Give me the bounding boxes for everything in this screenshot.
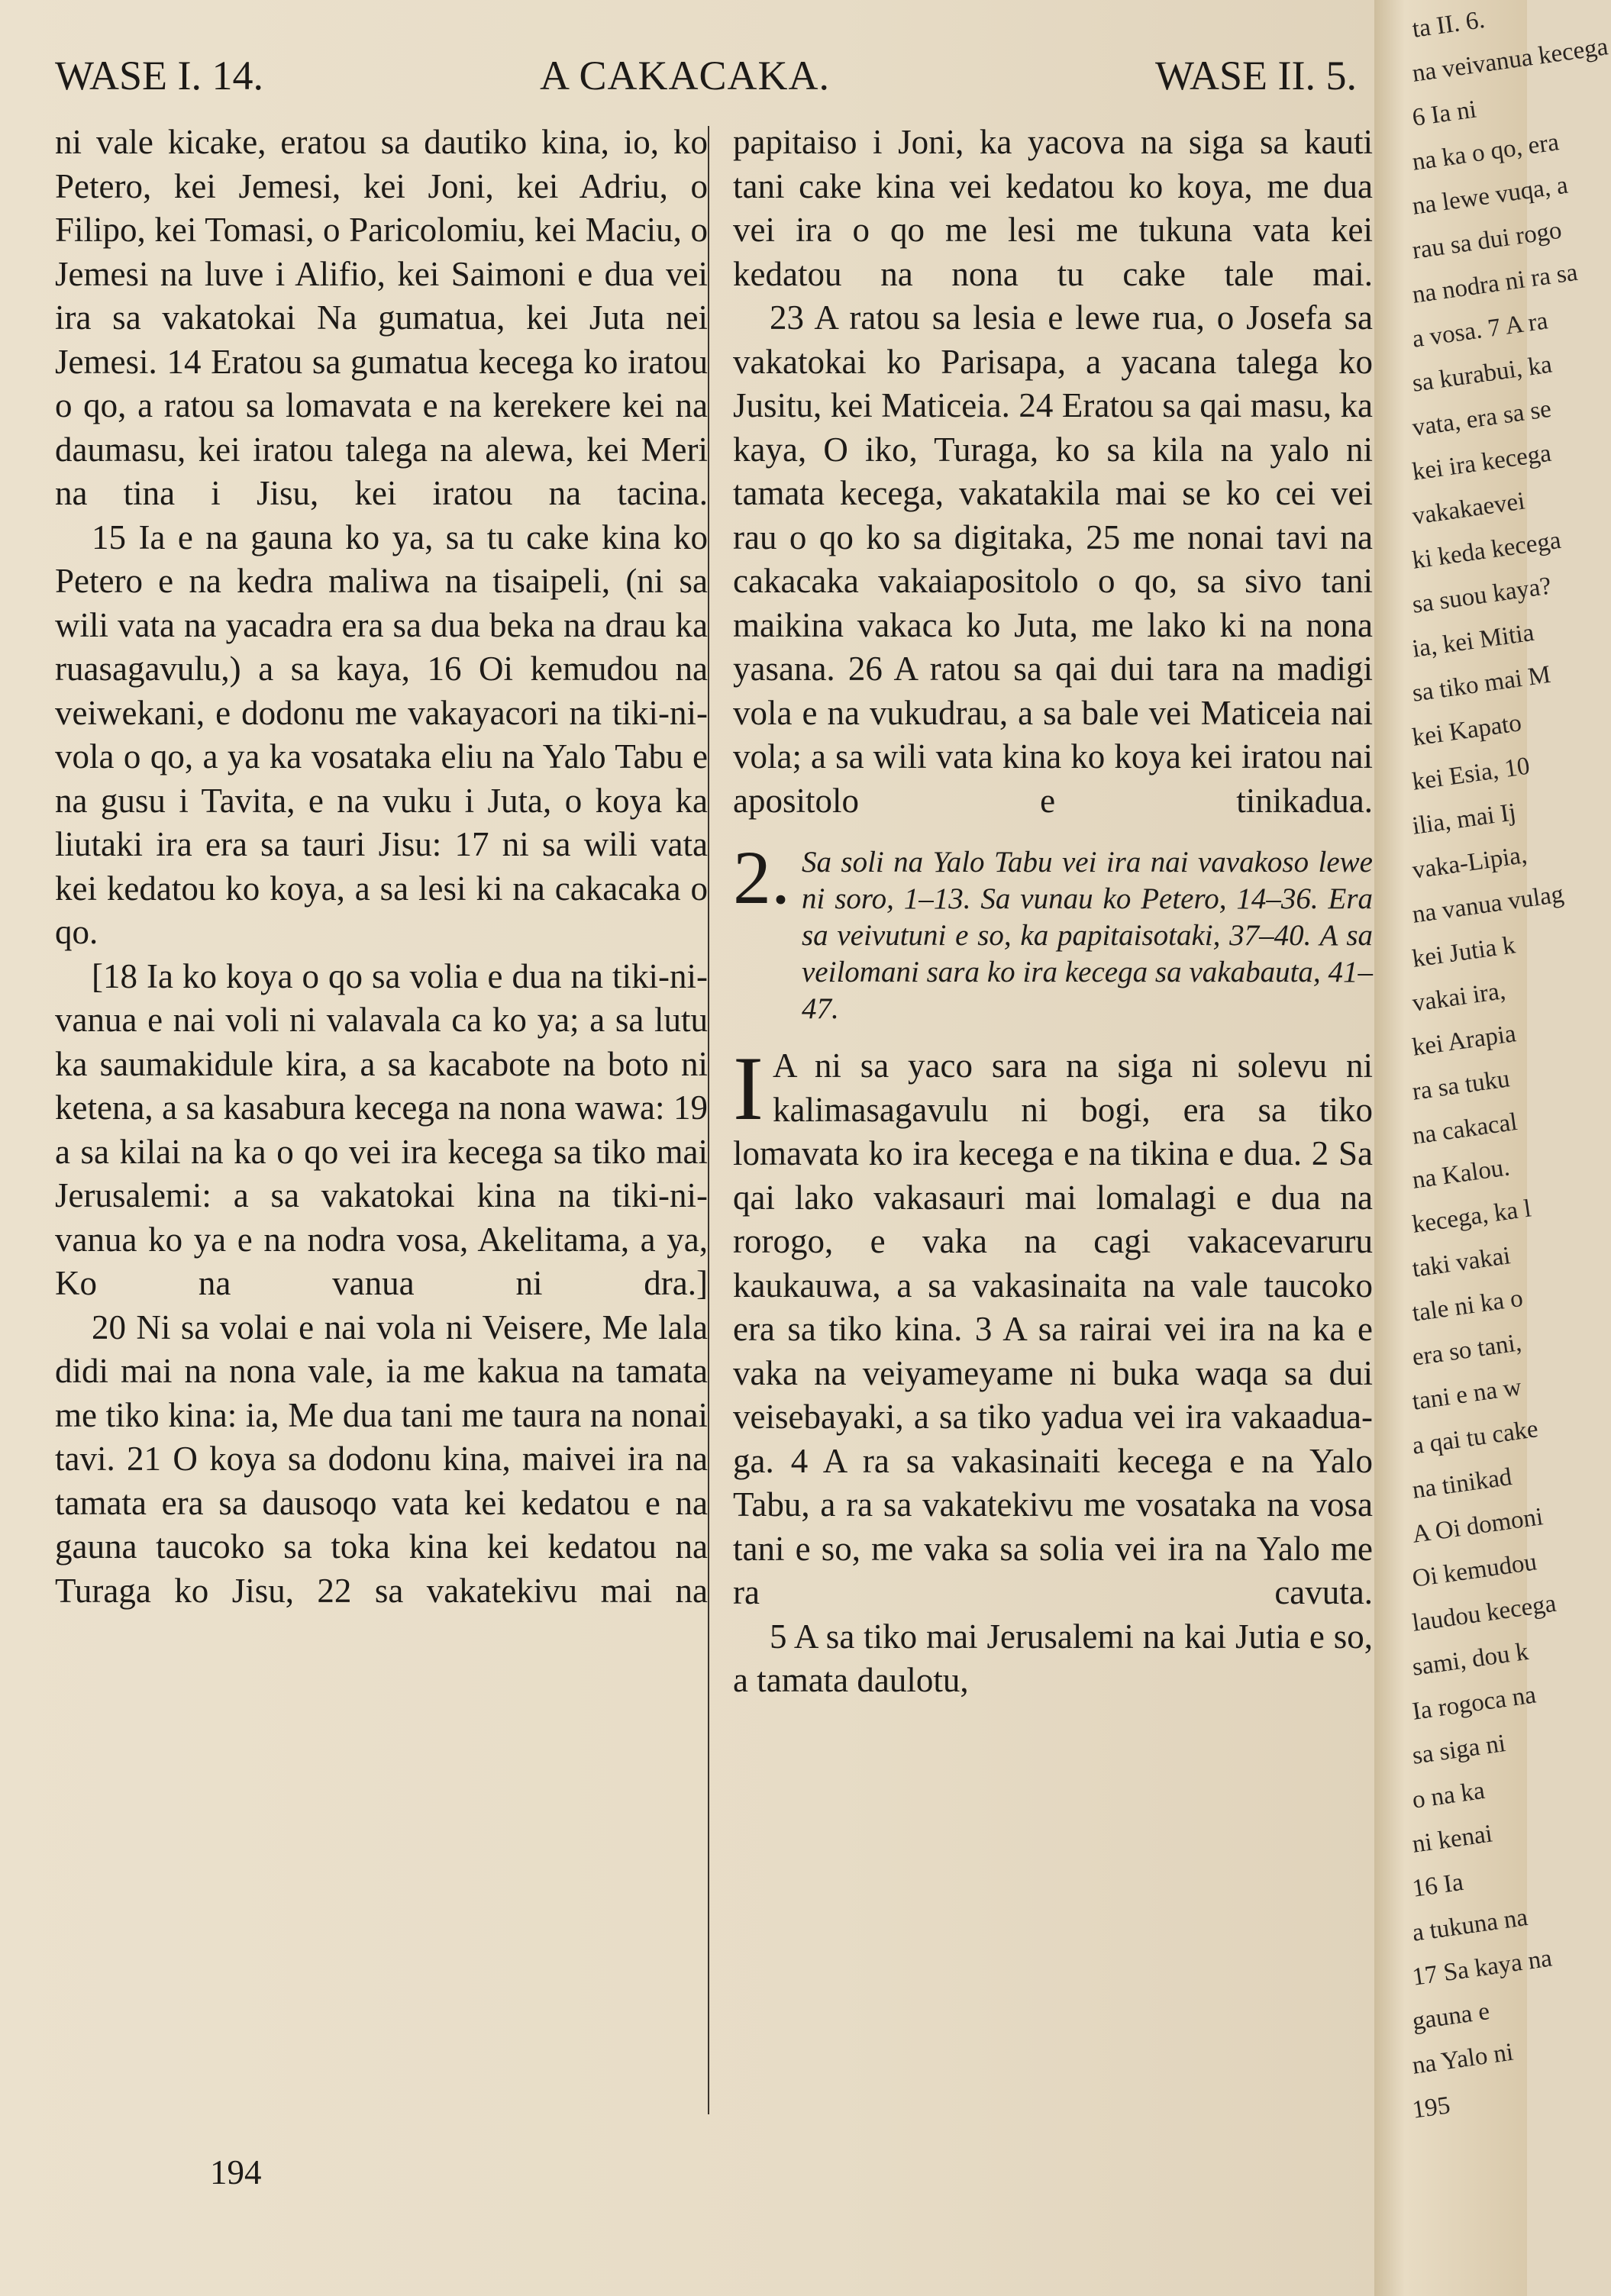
paragraph-verse-15: 15 Ia e na gauna ko ya, sa tu cake kina ko Petero e na kedra maliwa na tisaipeli, (ni sa wili vata na yacadra era sa dua beka na drau ka ruasagavulu,) a sa kaya, 16 Oi kemudou na veiwekani, e dodonu me vakayacori na tiki-ni-vola o qo, a ya ka vosataka eliu na Yalo Tabu e na gusu i Tavita, e na vuku i Juta, o koya ka liutaki ira era sa tauri Jisu: 17 ni sa wili vata kei kedatou ko koya, a sa lesi ki na cakacaka o qo.: [55, 518, 708, 951]
facing-page-line: rau sa dui rogo: [1410, 216, 1564, 265]
facing-page-line: gauna e: [1410, 1998, 1492, 2036]
running-header: [55, 52, 1357, 105]
paragraph-verse-5: 5 A sa tiko mai Jerusalemi na kai Jutia e so, a tamata daulotu,: [733, 1617, 1373, 1699]
header-right: WASE II. 5.: [1155, 53, 1357, 98]
facing-page-line: sa suou kaya?: [1410, 572, 1554, 619]
facing-page-line: kei Arapia: [1410, 1020, 1518, 1062]
facing-page-line: sa siga ni: [1410, 1730, 1508, 1770]
paragraph-verse-1: [733, 1037, 1373, 1615]
facing-page-line: era so tani,: [1410, 1329, 1523, 1372]
facing-page-line: na Yalo ni: [1410, 2038, 1516, 2080]
facing-page-line: ilia, mai Ij: [1410, 798, 1518, 840]
facing-page-line: tale ni ka o: [1410, 1284, 1525, 1327]
facing-page-line: ia, kei Mitia: [1410, 618, 1536, 663]
column-rule: [708, 126, 709, 2114]
facing-page-line: sa kurabui, ka: [1410, 350, 1554, 398]
facing-page-edge: [1374, 0, 1610, 2296]
facing-page-line: vakakaevei: [1410, 487, 1527, 530]
facing-page-line: sami, dou k: [1410, 1637, 1531, 1682]
left-column: [55, 121, 708, 1613]
facing-page-line: kecega, ka l: [1410, 1195, 1533, 1239]
right-column: [733, 121, 1373, 1703]
facing-page-line: sa tiko mai M: [1410, 660, 1553, 708]
paragraph-verse-1-text: A ni sa yaco sara na siga ni solevu ni kalimasagavulu ni bogi, era sa tiko lomavata ko ira kecega e na tikina e dua. 2 Sa qai lako vakasauri mai lomalagi e dua na rorogo, e vaka na cagi vakacevaruru kaukauwa, a sa vakasinaita na vale taucoko era sa tiko kina. 3 A sa rairai vei ira na ka e vaka na veiyameyame ni buka waqa sa dui veisebayaki, a sa tiko yadua vei ira vakaadua-ga. 4 A ra sa vakasinaiti kecega e na Yalo Tabu, a ra sa vakatekivu me vosataka na vosa tani e so, me vaka sa solia vei ira na Yalo me ra cavuta.: [733, 1046, 1373, 1611]
facing-page-line: tani e na w: [1410, 1373, 1523, 1416]
paragraph-verse-18: [18 Ia ko koya o qo sa volia e dua na tiki-ni-vanua e nai voli ni valavala ca ko ya; a sa lutu ka saumakidule kira, a sa kacabote na boto ni ketena, a sa kasabura kecega na nona wawa: 19 a sa kilai na ka o qo vei ira kecega sa tiko mai Jerusalemi: a sa vakatokai kina na tiki-ni-vanua ko ya e na nodra vosa, Akelitama, a ya, Ko na vanua ni dra.]: [55, 956, 708, 1302]
facing-page-line: vakai ira,: [1410, 977, 1508, 1017]
facing-page-line: na nodra ni ra sa: [1410, 258, 1580, 309]
facing-page-line: vaka-Lipia,: [1410, 841, 1529, 885]
facing-page-text: [1410, 5, 1610, 2133]
chapter-number: 2.: [733, 835, 790, 920]
facing-page-line: kei ira kecega: [1410, 439, 1553, 486]
facing-page-line: kei Esia, 10: [1410, 752, 1532, 796]
facing-page-line: ra sa tuku: [1410, 1065, 1512, 1106]
facing-page-line: a tukuna na: [1410, 1904, 1530, 1947]
paragraph-verse-20: 20 Ni sa volai e nai vola ni Veisere, Me lala didi mai na nona vale, ia me kakua na tamata me tiko kina: ia, Me dua tani me taura na nonai tavi. 21 O koya sa dodonu kina, maivei ira na tamata era sa dausoqo vata kei kedatou e na gauna taucoko sa toka kina kei kedatou na Turaga ko Jisu, 22 sa vakatekivu mai na: [55, 1308, 708, 1610]
facing-page-line: a qai tu cake: [1410, 1415, 1540, 1460]
facing-page-line: 6 Ia ni: [1410, 95, 1478, 132]
paragraph-verse-23: 23 A ratou sa lesia e lewe rua, o Josefa sa vakatokai ko Parisapa, a yacana talega ko Jusitu, kei Maticeia. 24 Eratou sa qai masu, ka kaya, O iko, Turaga, ko sa kila na yalo ni tamata kecega, vakatakila mai se ko cei vei rau o qo ko sa digitaka, 25 me nonai tavi na cakacaka vakaiapositolo o qo, sa sivo tani maikina vakaca ko Juta, me lako ki na nona yasana. 26 A ratou sa qai dui tara na madigi vola e na vukudrau, a sa bale vei Maticeia nai vola; a sa wili vata kina ko koya kei iratou nai apositolo e tinikadua.: [733, 298, 1373, 820]
facing-page-line: na vanua vulag: [1410, 880, 1566, 929]
chapter-summary-text: Sa soli na Yalo Tabu vei ira nai vavakoso lewe ni soro, 1–13. Sa vunau ko Petero, 14–36. Era sa veivutuni e so, ka papitaisotaki, 37–40. A sa veilomani sara ko ira kecega sa vakabauta, 41–47.: [802, 846, 1373, 1025]
facing-page-line: 17 Sa kaya na: [1410, 1944, 1554, 1991]
paragraph-verse-22-continued: papitaiso i Joni, ka yacova na siga sa kauti tani cake kina vei kedatou ko koya, me dua vei ira o qo me lesi me tukuna vata kei kedatou na nona tu cake tale mai.: [733, 123, 1373, 293]
facing-page-line: na ka o qo, era: [1410, 128, 1561, 176]
drop-cap: I: [733, 1037, 764, 1139]
facing-page-line: laudou kecega: [1410, 1589, 1558, 1637]
facing-page-line: ni kenai: [1410, 1820, 1494, 1859]
facing-page-line: Oi kemudou: [1410, 1548, 1538, 1593]
facing-page-line: na veivanua kecega: [1410, 33, 1610, 88]
facing-page-line: na lewe vuqa, a: [1410, 171, 1570, 221]
header-title: A CAKACAKA.: [540, 53, 831, 98]
facing-page-line: o na ka: [1410, 1776, 1487, 1814]
facing-page-line: ta II. 6.: [1410, 5, 1487, 44]
facing-page-line: A Oi domoni: [1410, 1503, 1545, 1549]
header-left: WASE I. 14.: [55, 53, 263, 98]
facing-page-line: na tinikad: [1410, 1462, 1514, 1504]
facing-page-line: 16 Ia: [1410, 1868, 1465, 1903]
facing-page-line: a vosa. 7 A ra: [1410, 307, 1550, 353]
chapter-summary: [733, 835, 1373, 1027]
facing-page-line: ki keda kecega: [1410, 526, 1563, 575]
paragraph-verse-13: ni vale kicake, eratou sa dautiko kina, io, ko Petero, kei Jemesi, kei Joni, kei Adriu, o Filipo, kei Tomasi, o Paricolomiu, kei Maciu, o Jemesi na luve i Alifio, kei Saimoni e dua vei ira sa vakatokai Na gumatua, kei Juta nei Jemesi. 14 Eratou sa gumatua kecega ko iratou o qo, a ratou sa lomavata e na kerekere kei na daumasu, kei iratou talega na alewa, kei Meri na tina i Jisu, kei iratou na tacina.: [55, 123, 708, 512]
facing-page-line: kei Kapato: [1410, 709, 1523, 752]
facing-page-line: 195: [1410, 2091, 1452, 2124]
facing-page-line: taki vakai: [1410, 1242, 1513, 1283]
facing-page-line: kei Jutia k: [1410, 931, 1517, 973]
facing-page-line: na Kalou.: [1410, 1153, 1512, 1195]
facing-page-line: na cakacal: [1410, 1108, 1519, 1150]
page-number: 194: [210, 2153, 262, 2191]
facing-page-line: Ia rogoca na: [1410, 1681, 1538, 1726]
facing-page-line: vata, era sa se: [1410, 395, 1553, 442]
